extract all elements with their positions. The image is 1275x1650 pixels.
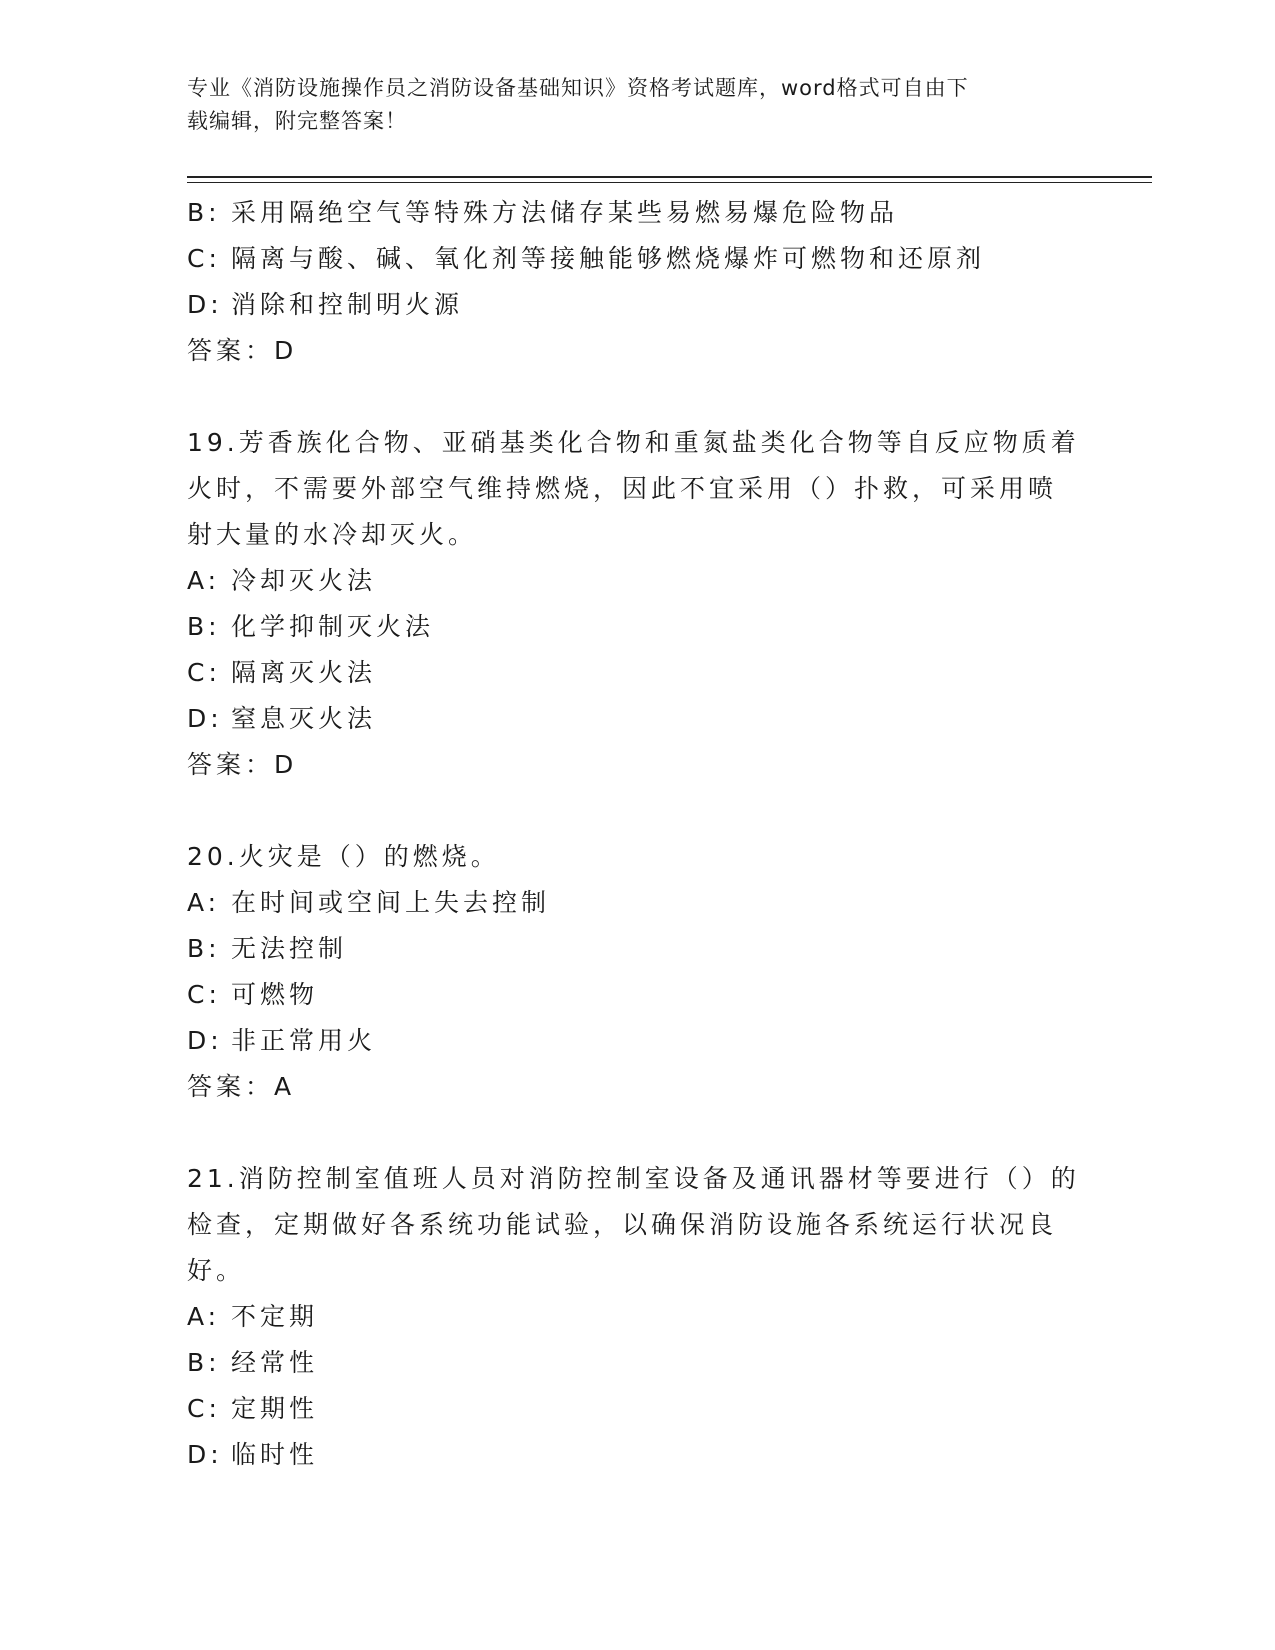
option-text: 临时性 bbox=[231, 1440, 319, 1469]
option-text: 定期性 bbox=[231, 1394, 319, 1423]
option-label: B: bbox=[187, 612, 221, 641]
option-c bbox=[187, 236, 1087, 282]
answer: 答案：D bbox=[187, 750, 298, 779]
option-text: 隔离与酸、碱、氧化剂等接触能够燃烧爆炸可燃物和还原剂 bbox=[231, 244, 986, 273]
option-label: C: bbox=[187, 1394, 221, 1423]
option-a bbox=[187, 880, 1087, 926]
option-label: C: bbox=[187, 980, 221, 1009]
question-text-line: 检查，定期做好各系统功能试验，以确保消防设施各系统运行状况良 bbox=[187, 1210, 1058, 1239]
option-text: 消除和控制明火源 bbox=[231, 290, 464, 319]
option-a bbox=[187, 1294, 1087, 1340]
option-label: D: bbox=[187, 1440, 223, 1469]
option-label: A: bbox=[187, 1302, 221, 1331]
option-text: 经常性 bbox=[231, 1348, 319, 1377]
option-text: 化学抑制灭火法 bbox=[231, 612, 435, 641]
option-b bbox=[187, 926, 1087, 972]
header-divider-thin bbox=[187, 182, 1152, 183]
option-c bbox=[187, 650, 1087, 696]
option-label: B: bbox=[187, 934, 221, 963]
answer: 答案：D bbox=[187, 336, 298, 365]
question-text-line: 好。 bbox=[187, 1256, 246, 1285]
question-text-line: 射大量的水冷却灭火。 bbox=[187, 520, 478, 549]
option-label: B: bbox=[187, 198, 221, 227]
option-text: 隔离灭火法 bbox=[231, 658, 377, 687]
answer: 答案：A bbox=[187, 1072, 296, 1101]
header-line-2: 载编辑，附完整答案！ bbox=[187, 109, 407, 133]
header-line-1: 专业《消防设施操作员之消防设备基础知识》资格考试题库，word格式可自由下 bbox=[187, 76, 969, 100]
option-text: 无法控制 bbox=[231, 934, 348, 963]
option-text: 冷却灭火法 bbox=[231, 566, 377, 595]
question-text-line: 火时，不需要外部空气维持燃烧，因此不宜采用（）扑救，可采用喷 bbox=[187, 474, 1058, 503]
option-d bbox=[187, 1432, 1087, 1478]
option-d bbox=[187, 282, 1087, 328]
question-content bbox=[187, 190, 1087, 1478]
option-d bbox=[187, 696, 1087, 742]
spacer bbox=[187, 1110, 1087, 1156]
option-d bbox=[187, 1018, 1087, 1064]
question-21 bbox=[187, 1156, 1087, 1478]
header-divider-thick bbox=[187, 176, 1152, 178]
option-c bbox=[187, 1386, 1087, 1432]
option-label: C: bbox=[187, 658, 221, 687]
option-label: D: bbox=[187, 290, 223, 319]
option-label: D: bbox=[187, 704, 223, 733]
option-text: 在时间或空间上失去控制 bbox=[231, 888, 551, 917]
option-b bbox=[187, 190, 1087, 236]
option-text: 采用隔绝空气等特殊方法储存某些易燃易爆危险物品 bbox=[231, 198, 899, 227]
question-20 bbox=[187, 834, 1087, 1110]
question-19 bbox=[187, 420, 1087, 788]
option-label: A: bbox=[187, 566, 221, 595]
option-b bbox=[187, 1340, 1087, 1386]
question-text-line: 19.芳香族化合物、亚硝基类化合物和重氮盐类化合物等自反应物质着 bbox=[187, 428, 1080, 457]
document-header bbox=[187, 72, 1067, 138]
option-b bbox=[187, 604, 1087, 650]
question-text-line: 20.火灾是（）的燃烧。 bbox=[187, 842, 500, 871]
spacer bbox=[187, 788, 1087, 834]
option-a bbox=[187, 558, 1087, 604]
option-text: 窒息灭火法 bbox=[231, 704, 377, 733]
option-text: 非正常用火 bbox=[231, 1026, 377, 1055]
question-text-line: 21.消防控制室值班人员对消防控制室设备及通讯器材等要进行（）的 bbox=[187, 1164, 1080, 1193]
question-18-tail bbox=[187, 190, 1087, 374]
option-label: A: bbox=[187, 888, 221, 917]
option-text: 可燃物 bbox=[231, 980, 319, 1009]
option-label: B: bbox=[187, 1348, 221, 1377]
option-c bbox=[187, 972, 1087, 1018]
option-text: 不定期 bbox=[231, 1302, 319, 1331]
option-label: C: bbox=[187, 244, 221, 273]
spacer bbox=[187, 374, 1087, 420]
option-label: D: bbox=[187, 1026, 223, 1055]
